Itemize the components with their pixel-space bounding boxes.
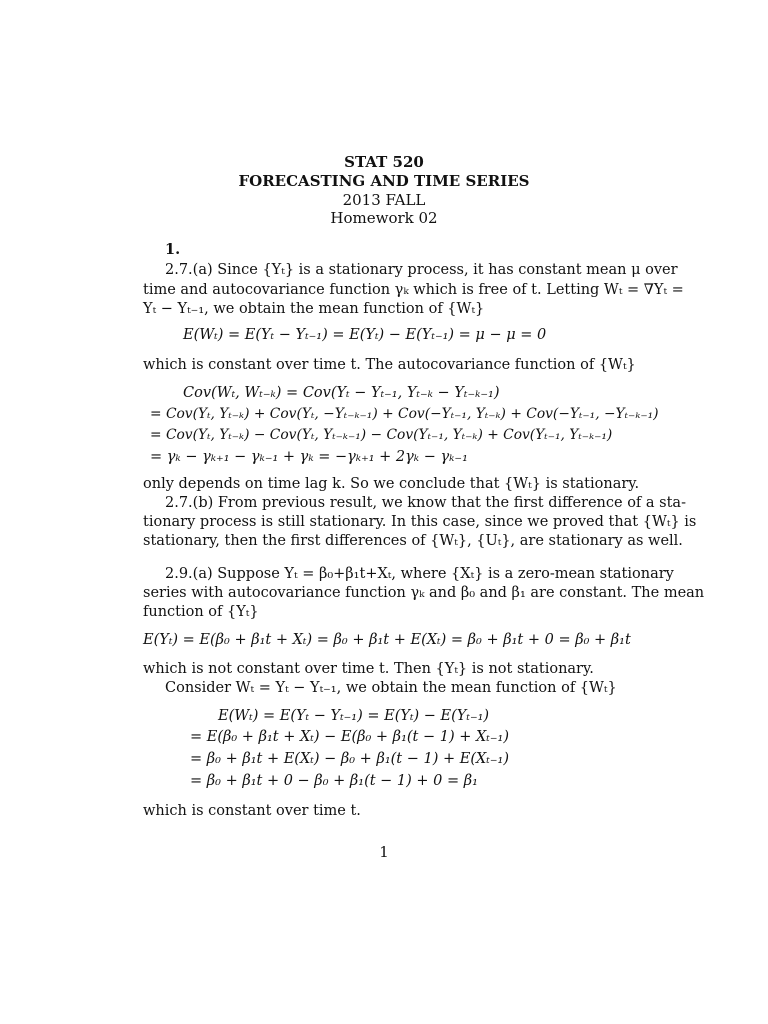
equation-line: = γₖ − γₖ₊₁ − γₖ₋₁ + γₖ = −γₖ₊₁ + 2γₖ − γₖ₋₁ (150, 449, 468, 465)
term (0, 191, 768, 210)
equation-line: = Cov(Yₜ, Yₜ₋ₖ) − Cov(Yₜ, Yₜ₋ₖ₋₁) − Cov(Yₜ₋₁, Yₜ₋ₖ) + Cov(Yₜ₋₁, Yₜ₋ₖ₋₁) (150, 427, 613, 443)
equation-line: = β₀ + β₁t + 0 − β₀ + β₁(t − 1) + 0 = β₁ (190, 773, 478, 789)
text-line: 2.9.(a) Suppose Yₜ = β₀+β₁t+Xₜ, where {Xₜ} is a zero-mean stationary (165, 566, 674, 582)
course-title-text: FORECASTING AND TIME SERIES (238, 172, 530, 190)
text-line: time and autocovariance function γₖ which is free of t. Letting Wₜ = ∇Yₜ = (143, 282, 684, 298)
text-line: which is constant over time t. (143, 803, 361, 819)
text-line: only depends on time lag k. So we conclude that {Wₜ} is stationary. (143, 476, 640, 492)
course-title (0, 172, 768, 191)
equation-line: Cov(Wₜ, Wₜ₋ₖ) = Cov(Yₜ − Yₜ₋₁, Yₜ₋ₖ − Yₜ₋ₖ₋₁) (183, 385, 500, 401)
text-line: 2.7.(a) Since {Yₜ} is a stationary process, it has constant mean μ over (165, 262, 678, 278)
equation-line: E(Wₜ) = E(Yₜ − Yₜ₋₁) = E(Yₜ) − E(Yₜ₋₁) (218, 708, 490, 724)
term-text: 2013 FALL (342, 191, 426, 209)
assignment (0, 209, 768, 228)
course-code (0, 153, 768, 172)
text-line: 2.7.(b) From previous result, we know that the first difference of a sta- (165, 495, 686, 511)
equation-line: = Cov(Yₜ, Yₜ₋ₖ) + Cov(Yₜ, −Yₜ₋ₖ₋₁) + Cov(−Yₜ₋₁, Yₜ₋ₖ) + Cov(−Yₜ₋₁, −Yₜ₋ₖ₋₁) (150, 406, 659, 422)
page-number: 1 (379, 843, 389, 861)
text-line: tionary process is still stationary. In this case, since we proved that {Wₜ} is (143, 514, 697, 530)
problem-number: 1. (165, 241, 181, 258)
equation-line: E(Wₜ) = E(Yₜ − Yₜ₋₁) = E(Yₜ) − E(Yₜ₋₁) = μ − μ = 0 (183, 327, 547, 343)
equation-line: = E(β₀ + β₁t + Xₜ) − E(β₀ + β₁(t − 1) + Xₜ₋₁) (190, 729, 509, 745)
assignment-text: Homework 02 (330, 209, 438, 227)
text-line: which is not constant over time t. Then {Yₜ} is not stationary. (143, 661, 594, 677)
text-line: which is constant over time t. The autocovariance function of {Wₜ} (143, 357, 636, 373)
text-line: Yₜ − Yₜ₋₁, we obtain the mean function of {Wₜ} (143, 301, 485, 317)
text-line: Consider Wₜ = Yₜ − Yₜ₋₁, we obtain the mean function of {Wₜ} (165, 680, 617, 696)
text-line: stationary, then the first differences of {Wₜ}, {Uₜ}, are stationary as well. (143, 533, 683, 549)
text-line: series with autocovariance function γₖ and β₀ and β₁ are constant. The mean (143, 585, 705, 601)
course-code-text: STAT 520 (344, 153, 424, 171)
equation-line: = β₀ + β₁t + E(Xₜ) − β₀ + β₁(t − 1) + E(Xₜ₋₁) (190, 751, 509, 767)
equation-line: E(Yₜ) = E(β₀ + β₁t + Xₜ) = β₀ + β₁t + E(Xₜ) = β₀ + β₁t + 0 = β₀ + β₁t (143, 632, 631, 648)
text-line: function of {Yₜ} (143, 604, 259, 620)
